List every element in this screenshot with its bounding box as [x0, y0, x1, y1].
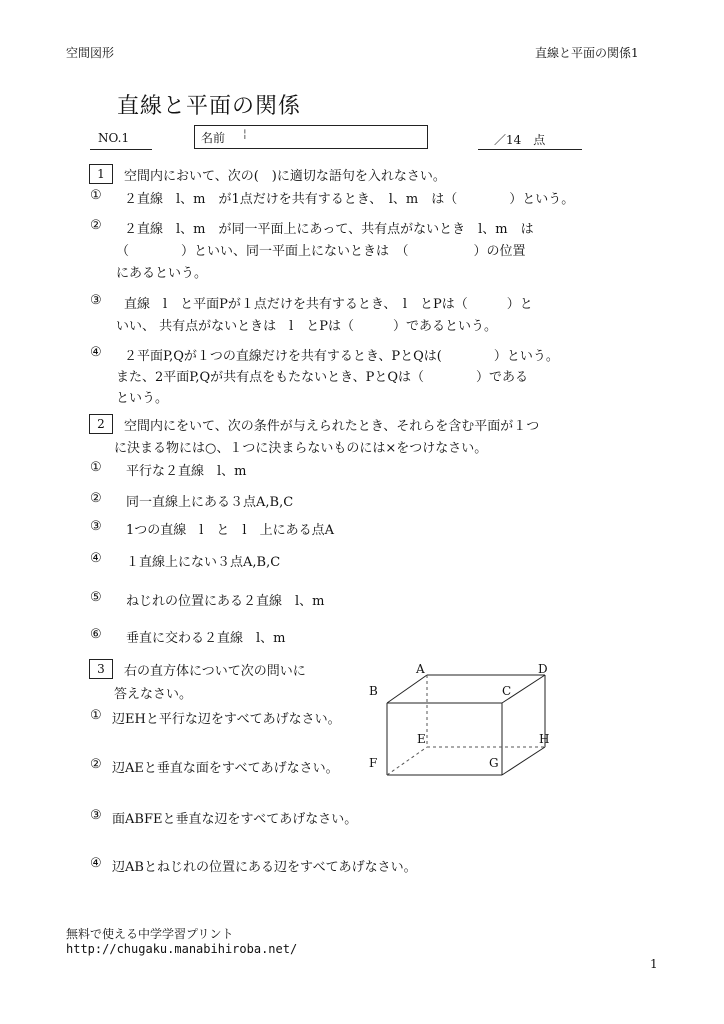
cuboid-diagram: [360, 655, 560, 785]
edge-fe: [387, 747, 427, 775]
s3-q4-mark: ④: [90, 856, 102, 871]
s1-q1-mark: ①: [90, 188, 102, 203]
s1-q2-line3: にあるという。: [116, 266, 208, 281]
s2-q6-text: 垂直に交わる２直線 l、m: [126, 631, 286, 646]
s1-q2-line1: ２直線 l、m が同一平面上にあって、共有点がないとき l、m は: [124, 222, 534, 237]
vertex-g: G: [489, 756, 499, 770]
s3-q1-text: 辺EHと平行な辺をすべてあげなさい。: [112, 712, 341, 727]
s1-q4-line1: ２平面P,Qが１つの直線だけを共有するとき、PとQは( ）という。: [124, 349, 559, 364]
score-label: ／14 点: [494, 133, 546, 147]
section2-heading-line2: に決まる物には○、１つに決まらないものには×をつけなさい。: [114, 441, 488, 456]
vertex-a: A: [416, 662, 425, 676]
section2-heading-line1: 空間内にをいて、次の条件が与えられたとき、それらを含む平面が１つ: [124, 419, 540, 434]
s1-q4-mark: ④: [90, 345, 102, 360]
section3-heading-line1: 右の直方体について次の問いに: [124, 664, 306, 679]
s1-q3-line2: いい、 共有点がないときは l とPは（ ）であるという。: [116, 319, 498, 334]
s2-q2-text: 同一直線上にある３点A,B,C: [126, 495, 294, 510]
s1-q3-line1: 直線 l と平面Pが１点だけを共有するとき、 l とPは（ ）と: [124, 297, 533, 312]
vertex-d: D: [538, 662, 548, 676]
name-field[interactable]: [194, 125, 428, 149]
s2-q1-text: 平行な２直線 l、m: [126, 464, 247, 479]
number-underline: [90, 149, 152, 150]
s2-q5-text: ねじれの位置にある２直線 l、m: [126, 594, 325, 609]
number-label: NO.1: [98, 131, 130, 145]
header-left: 空間図形: [66, 46, 115, 60]
s3-q4-text: 辺ABとねじれの位置にある辺をすべてあげなさい。: [112, 860, 417, 875]
section1-heading: 空間内において、次の( )に適切な語句を入れなさい。: [124, 169, 446, 184]
s1-q4-line3: という。: [116, 391, 169, 406]
page-title: 直線と平面の関係: [117, 94, 302, 119]
section3-number: 3: [89, 659, 113, 679]
s2-q3-text: 1つの直線 l と l 上にある点A: [126, 523, 334, 538]
s1-q4-line2: また、2平面P,Qが共有点をもたないとき、PとQは（ ）である: [116, 370, 529, 385]
vertex-h: H: [539, 732, 550, 746]
edge-gh: [502, 747, 545, 775]
name-divider: ¦: [243, 127, 247, 140]
footer-url[interactable]: http://chugaku.manabihiroba.net/: [66, 942, 298, 956]
section3-heading-line2: 答えなさい。: [114, 687, 193, 702]
s2-q4-text: １直線上にない３点A,B,C: [126, 555, 281, 570]
s2-q3-mark: ③: [90, 519, 102, 534]
s3-q2-text: 辺AEと垂直な面をすべてあげなさい。: [112, 761, 339, 776]
vertex-b: B: [369, 684, 378, 698]
s3-q3-mark: ③: [90, 808, 102, 823]
vertex-c: C: [502, 684, 512, 698]
s2-q2-mark: ②: [90, 491, 102, 506]
section2-number: 2: [89, 414, 113, 434]
s2-q1-mark: ①: [90, 460, 102, 475]
s2-q4-mark: ④: [90, 551, 102, 566]
name-label: 名前: [201, 131, 226, 145]
footer-line1: 無料で使える中学学習プリント: [66, 927, 234, 941]
page-number: 1: [650, 957, 658, 971]
s1-q1-text: ２直線 l、m が1点だけを共有するとき、 l、m は（ ）という。: [124, 192, 575, 207]
section1-number: 1: [89, 164, 113, 184]
s3-q3-text: 面ABFEと垂直な辺をすべてあげなさい。: [112, 812, 358, 827]
s1-q3-mark: ③: [90, 293, 102, 308]
s3-q1-mark: ①: [90, 708, 102, 723]
edge-ba: [387, 675, 427, 703]
s2-q6-mark: ⑥: [90, 627, 102, 642]
vertex-e: E: [417, 732, 426, 746]
header-right: 直線と平面の関係1: [535, 46, 639, 60]
s3-q2-mark: ②: [90, 757, 102, 772]
score-underline: [478, 149, 582, 150]
s2-q5-mark: ⑤: [90, 590, 102, 605]
s1-q2-mark: ②: [90, 218, 102, 233]
vertex-f: F: [369, 756, 378, 770]
s1-q2-line2: （ ）といい、同一平面上にないときは （ ）の位置: [116, 244, 526, 259]
